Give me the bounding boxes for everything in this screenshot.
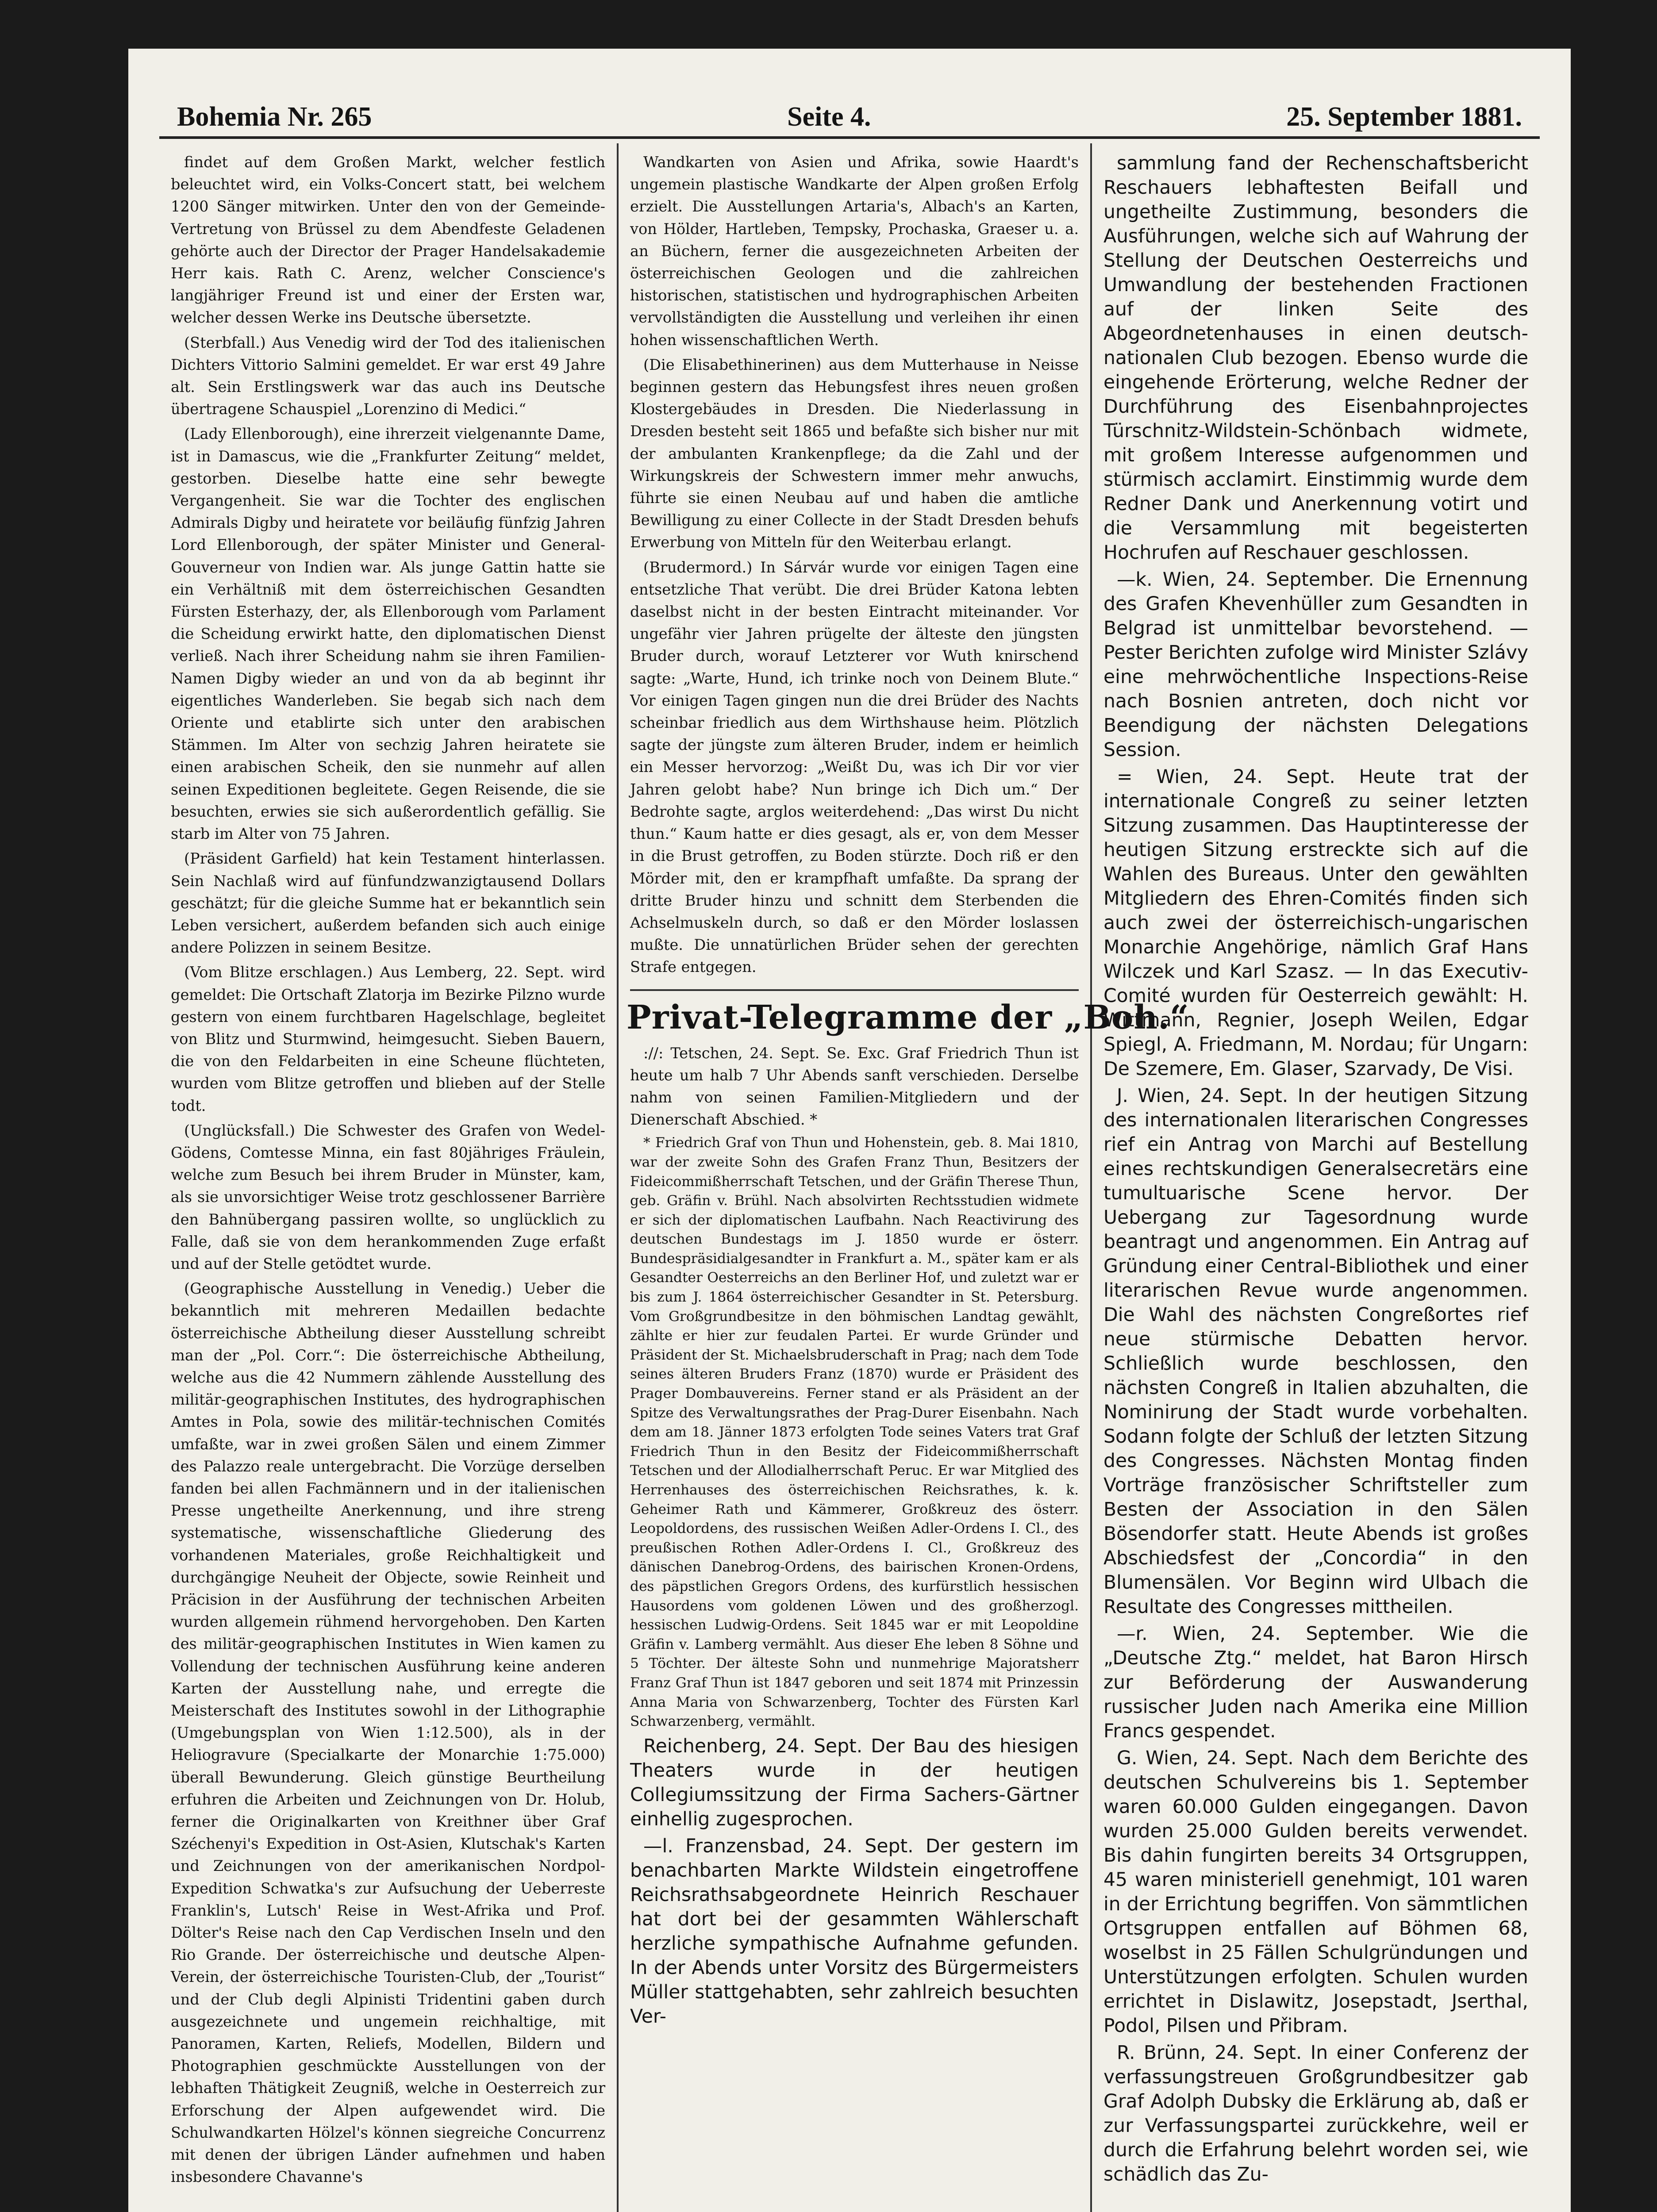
- article-paragraph: (Unglücksfall.) Die Schwester des Grafen von Wedel-Gödens, Comtesse Minna, ein fast 80jähriges Fräulein, welche zum Besuch bei ihrem Bruder in Münster, kam, als sie unvorsichtiger Weise trotz geschlossener Barrière den Bahnübergang passiren wollte, so unglücklich zu Falle, daß sie von dem herankommenden Zuge erfaßt und auf der Stelle getödtet wurde.: [171, 1121, 605, 1272]
- column-3: [1092, 143, 1540, 2212]
- page-number: Seite 4.: [787, 102, 871, 132]
- article-paragraph: —l. Franzensbad, 24. Sept. Der gestern im benachbarten Markte Wildstein eingetroffene Reichsrathsabgeordnete Heinrich Reschauer hat dort bei der gesammten Wählerschaft herzliche sympathische Aufnahme gefunden. In der Abends unter Vorsitz des Bürgermeisters Müller stattgehabten, sehr zahlreich besuchten Ver-: [630, 1835, 1079, 2028]
- article-paragraph: (Brudermord.) In Sárvár wurde vor einigen Tagen eine entsetzliche That verübt. Die drei Brüder Katona lebten daselbst nicht in der besten Eintracht miteinander. Vor ungefähr vier Jahren prügelte der älteste den jüngsten Bruder durch, worauf Letzterer vor Wuth knirschend sagte: „Warte, Hund, ich trinke noch von Deinem Blute.“ Vor einigen Tagen gingen nun die drei Brüder des Nachts scheinbar friedlich aus dem Wirthshause heim. Plötzlich sagte der jüngste zum älteren Bruder, indem er heimlich ein Messer hervorzog: „Weißt Du, was ich Dir vor vier Jahren gelobt habe? Nun bringe ich Dich um.“ Der Bedrohte sagte, arglos weiterdehend: „Das wirst Du nicht thun.“ Kaum hatte er dies gesagt, als er, von dem Messer in die Brust getroffen, zu Boden stürzte. Doch riß er den Mörder mit, den er krampfhaft umfaßte. Da sprang der dritte Bruder hinzu und schnitt dem Sterbenden die Achselmuskeln durch, so daß er den Mörder loslassen mußte. Die unnatürlichen Brüder sehen der gerechten Strafe entgegen.: [630, 558, 1079, 976]
- newspaper-page: [128, 49, 1571, 2212]
- page-header: [159, 80, 1540, 139]
- section-divider: [630, 989, 1079, 991]
- article-paragraph: = Wien, 24. Sept. Heute trat der internationale Congreß zu seiner letzten Sitzung zusammen. Das Hauptinteresse der heutigen Sitzung erstreckte sich auf die Wahlen des Bureaus. Unter den gewählten Mitgliedern des Ehren-Comités finden sich auch zwei der österreichisch-ungarischen Monarchie Angehörige, nämlich Graf Hans Wilczek und Karl Szasz. — In das Executiv-Comité wurden für Oesterreich gewählt: H. Wittmann, Regnier, Joseph Weilen, Edgar Spiegl, A. Friedmann, M. Nordau; für Ungarn: De Szemere, Em. Glaser, Szarvady, De Visi.: [1103, 766, 1528, 1080]
- issue-date: 25. September 1881.: [1286, 102, 1522, 132]
- article-paragraph: (Vom Blitze erschlagen.) Aus Lemberg, 22. Sept. wird gemeldet: Die Ortschaft Zlatorja im Bezirke Pilzno wurde gestern von einem furchtbaren Hagelschlage, begleitet von Blitz und Sturmwind, heimgesucht. Sieben Bauern, die von den Feldarbeiten in eine Scheune flüchteten, wurden vom Blitze getroffen und blieben auf der Stelle todt.: [171, 964, 605, 1114]
- article-paragraph: R. Brünn, 24. Sept. In einer Conferenz der verfassungstreuen Großgrundbesitzer gab Graf Adolph Dubsky die Erklärung ab, daß er zur Verfassungspartei zurückkehre, weil er durch die Erfahrung belehrt worden sei, wie schädlich das Zu-: [1103, 2042, 1528, 2185]
- article-paragraph: —r. Wien, 24. September. Wie die „Deutsche Ztg.“ meldet, hat Baron Hirsch zur Beförderung der Auswanderung russischer Juden nach Amerika eine Million Francs gespendet.: [1103, 1623, 1528, 1742]
- article-paragraph: J. Wien, 24. Sept. In der heutigen Sitzung des internationalen literarischen Congresses rief ein Antrag von Marchi auf Bestellung eines rechtskundigen Generalsecretärs eine tumultuarische Scene hervor. Der Uebergang zur Tagesordnung wurde beantragt und angenommen. Ein Antrag auf Gründung einer Central-Bibliothek und einer literarischen Revue wurde angenommen. Die Wahl des nächsten Congreßortes rief neue stürmische Debatten hervor. Schließlich wurde beschlossen, den nächsten Congreß in Italien abzuhalten, die Nominirung der Stadt wurde vorbehalten. Sodann folgte der Schluß der letzten Sitzung des Congresses. Nächsten Montag finden Vorträge französischer Schriftsteller zum Besten der Association in den Sälen Bösendorfer statt. Heute Abends ist großes Abschiedsfest der „Concordia“ in den Blumensälen. Vor Beginn wird Ulbach die Resultate des Congresses mittheilen.: [1103, 1085, 1528, 1618]
- article-paragraph: —k. Wien, 24. September. Die Ernennung des Grafen Khevenhüller zum Gesandten in Belgrad ist unmittelbar bevorstehend. — Pester Berichten zufolge wird Minister Szlávy eine mehrwöchentliche Inspections-Reise nach Bosnien antreten, doch nicht vor Beendigung der nächsten Delegations Session.: [1103, 569, 1528, 761]
- section-headline: Privat-Telegramme der „Boh.“: [627, 998, 1189, 1037]
- article-paragraph: (Präsident Garfield) hat kein Testament hinterlassen. Sein Nachlaß wird auf fünfundzwanzigtausend Dollars geschätzt; für die gleiche Summe hat er bekanntlich sein Leben versichert, außerdem befanden sich auch einige andere Polizzen in seinem Besitze.: [171, 850, 605, 956]
- article-paragraph: (Geographische Ausstellung in Venedig.) Ueber die bekanntlich mit mehreren Medaillen bedachte österreichische Abtheilung dieser Ausstellung schreibt man der „Pol. Corr.“: Die österreichische Abtheilung, welche aus die 42 Nummern zählende Ausstellung des militär-geographischen Institutes, des hydrographischen Amtes in Pola, sowie des militär-technischen Comités umfaßte, war in zwei großen Sälen und einem Zimmer des Palazzo reale untergebracht. Die Vorzüge derselben fanden bei allen Fachmännern und in der italienischen Presse ungetheilte Anerkennung, und ihre streng systematische, wissenschaftliche Gliederung des vorhandenen Materiales, große Reichhaltigkeit und durchgängige Neuheit der Objecte, sowie Reinheit und Präcision in der Ausführung der technischen Arbeiten wurden allgemein rühmend hervorgehoben. Den Karten des militär-geographischen Institutes in Wien kamen zu Vollendung der technischen Ausführung keine anderen Karten der Ausstellung nahe, und erregte die Meisterschaft des Institutes sowohl in der Lithographie (Umgebungsplan von Wien 1:12.500), als in der Heliogravure (Specialkarte der Monarchie 1:75.000) überall Bewunderung. Gleich günstige Beurtheilung erfuhren die Arbeiten und Zeichnungen von Dr. Holub, ferner die Originalkarten von Kreithner über Graf Széchenyi's Expedition in Ost-Asien, Klutschak's Karten und Zeichnungen von der amerikanischen Nordpol-Expedition Schwatka's zur Aufsuchung der Ueberreste Franklin's, Lutsch' Reise in West-Afrika und Prof. Dölter's Reise nach den Cap Verdischen Inseln und den Rio Grande. Der österreichische und deutsche Alpen-Verein, der österreichische Touristen-Club, der „Tourist“ und der Club degli Alpinisti Tridentini gaben durch ausgezeichnete und ungemein reichhaltige, mit Panoramen, Karten, Reliefs, Modellen, Bildern und Photographien geschmückte Ausstellungen von der lebhaften Thätigkeit Zeugniß, welche in Oesterreich zur Erforschung der Alpen aufgewendet wird. Die Schulwandkarten Hölzel's können siegreiche Concurrenz mit denen der übrigen Länder aufnehmen und haben insbesondere Chavanne's: [171, 1280, 605, 2186]
- column-1: [159, 143, 619, 2212]
- masthead-issue: Bohemia Nr. 265: [177, 102, 372, 132]
- article-paragraph: Wandkarten von Asien und Afrika, sowie Haardt's ungemein plastische Wandkarte der Alpen großen Erfolg erzielt. Die Ausstellungen Artaria's, Albach's an Karten, von Hölder, Hartleben, Tempsky, Prochaska, Graeser u. a. an Büchern, ferner die ausgezeichneten Arbeiten der österreichischen Geologen und die zahlreichen historischen, statistischen und hydrographischen Arbeiten vervollständigten die Ausstellung und verleihen ihr einen hohen wissenschaftlichen Werth.: [630, 154, 1079, 349]
- columns: [159, 143, 1540, 2212]
- article-paragraph: G. Wien, 24. Sept. Nach dem Berichte des deutschen Schulvereins bis 1. September waren 60.000 Gulden eingegangen. Davon wurden 25.000 Gulden bereits verwendet. Bis dahin fungirten bereits 34 Ortsgruppen, 45 waren ministeriell genehmigt, 101 waren in der Errichtung begriffen. Von sämmtlichen Ortsgruppen entfallen auf Böhmen 68, woselbst in 25 Fällen Schulgründungen und Unterstützungen erfolgten. Schulen wurden errichtet in Dislawitz, Josepstadt, Jserthal, Podol, Pilsen und Přibram.: [1103, 1747, 1528, 2037]
- article-paragraph: (Die Elisabethinerinen) aus dem Mutterhause in Neisse beginnen gestern das Hebungsfest ihres neuen großen Klostergebäudes in Dresden. Die Niederlassung in Dresden besteht seit 1865 und befaßte sich bisher nur mit der ambulanten Krankenpflege; da die Zahl und der Wirkungskreis der Schwestern immer mehr anwuchs, führte sie einen Neubau auf und haben die amtliche Bewilligung zu einer Collecte in der Stadt Dresden behufs Erwerbung von Mitteln für den Weiterbau erlangt.: [630, 356, 1079, 551]
- footnote: [630, 1133, 1079, 1731]
- column-2: [619, 143, 1189, 2212]
- article-paragraph: findet auf dem Großen Markt, welcher festlich beleuchtet wird, ein Volks-Concert statt, bei welchem 1200 Sänger mitwirken. Unter den von der Gemeinde-Vertretung von Brüssel zu dem Abendfeste Geladenen gehörte auch der Director der Prager Handelsakademie Herr kais. Rath C. Arenz, welcher Conscience's langjähriger Freund ist und einer der Ersten war, welcher dessen Werke ins Deutsche übersetzte.: [171, 154, 605, 326]
- article-paragraph: (Sterbfall.) Aus Venedig wird der Tod des italienischen Dichters Vittorio Salmini gemeldet. Er war erst 49 Jahre alt. Sein Erstlingswerk war das auch ins Deutsche übertragene Schauspiel „Lorenzino di Medici.“: [171, 334, 605, 418]
- telegram-text: ://: Tetschen, 24. Sept. Se. Exc. Graf Friedrich Thun ist heute um halb 7 Uhr Abends sanft verschieden. Derselbe nahm von seinen Familien-Mitgliedern und der Dienerschaft Abschied. *: [630, 1044, 1079, 1129]
- article-paragraph: (Lady Ellenborough), eine ihrerzeit vielgenannte Dame, ist in Damascus, wie die „Frankfurter Zeitung“ meldet, gestorben. Dieselbe hatte eine sehr bewegte Vergangenheit. Sie war die Tochter des englischen Admirals Digby und heiratete vor beiläufig fünfzig Jahren Lord Ellenborough, der später Minister und General-Gouverneur von Indien war. Als junge Gattin hatte sie ein Verhältniß mit dem österreichischen Gesandten Fürsten Esterhazy, der, als Ellenborough vom Parlament die Scheidung erwirkt hatte, den diplomatischen Dienst verließ. Nach ihrer Scheidung nahm sie ihren Familien-Namen Digby wieder an und von da ab beginnt ihr eigentliches Wanderleben. Sie begab sich nach dem Oriente und etablirte sich unter den arabischen Stämmen. Im Alter von sechzig Jahren heiratete sie einen arabischen Scheik, den sie nunmehr auf allen seinen Expeditionen begleitete. Gegen Reisende, die sie besuchten, erwies sie sich außerordentlich gefällig. Sie starb im Alter von 75 Jahren.: [171, 425, 605, 843]
- article-paragraph: sammlung fand der Rechenschaftsbericht Reschauers lebhaftesten Beifall und ungetheilte Zustimmung, besonders die Ausführungen, welche sich auf Wahrung der Stellung der Deutschen Oesterreichs und Umwandlung der bestehenden Fractionen auf der linken Seite des Abgeordnetenhauses in einen deutsch-nationalen Club bezogen. Ebenso wurde die eingehende Erörterung, welche Redner der Durchführung des Eisenbahnprojectes Türschnitz-Wildstein-Schönbach widmete, mit großem Interesse aufgenommen und stürmisch acclamirt. Einstimmig wurde dem Redner Dank und Anerkennung votirt und die Versammlung mit begeisterten Hochrufen auf Reschauer geschlossen.: [1103, 153, 1528, 564]
- footnote-text: * Friedrich Graf von Thun und Hohenstein, geb. 8. Mai 1810, war der zweite Sohn des Grafen Franz Thun, Besitzers der Fideicommißherrschaft Tetschen, und der Gräfin Therese Thun, geb. Gräfin v. Brühl. Nach absolvirten Rechtsstudien widmete er sich der diplomatischen Laufbahn. Nach Reactivirung des deutschen Bundestags im J. 1850 wurde er österr. Bundespräsidialgesandter in Frankfurt a. M., später kam er als Gesandter Oesterreichs an den Berliner Hof, und zuletzt war er bis zum J. 1864 österreichischer Gesandter in St. Petersburg. Vom Großgrundbesitze in den böhmischen Landtag gewählt, zählte er hier zur feudalen Partei. Er wurde Gründer und Präsident der St. Michaelsbruderschaft in Prag; nach dem Tode seines älteren Bruders Franz (1870) wurde er Präsident des Prager Dombauvereins. Ferner stand er als Präsident an der Spitze des Verwaltungsrathes der Prag-Durer Eisenbahn. Nach dem am 18. Jänner 1873 erfolgten Tode seines Vaters trat Graf Friedrich Thun in den Besitz der Fideicommißherrschaft Tetschen und der Allodialherrschaft Peruc. Er war Mitglied des Herrenhauses des österreichischen Reichsrathes, k. k. Geheimer Rath und Kämmerer, Großkreuz des österr. Leopoldordens, des russischen Weißen Adler-Ordens I. Cl., des preußischen Rothen Adler-Ordens I. Cl., Großkreuz des dänischen Danebrog-Ordens, des bairischen Kronen-Ordens, des päpstlichen Gregors Ordens, des kurfürstlich hessischen Hausordens vom goldenen Löwen und des großherzogl. hessischen Ludwig-Ordens. Seit 1845 war er mit Leopoldine Gräfin v. Lamberg vermählt. Aus dieser Ehe leben 8 Söhne und 5 Töchter. Der älteste Sohn und nunmehrige Majoratsherr Franz Graf Thun ist 1847 geboren und seit 1874 mit Prinzessin Anna Maria von Schwarzenberg, Tochter des Fürsten Karl Schwarzenberg, vermählt.: [630, 1135, 1079, 1730]
- article-paragraph: Reichenberg, 24. Sept. Der Bau des hiesigen Theaters wurde in der heutigen Collegiumssitzung der Firma Sachers-Gärtner einhellig zugesprochen.: [630, 1735, 1079, 1830]
